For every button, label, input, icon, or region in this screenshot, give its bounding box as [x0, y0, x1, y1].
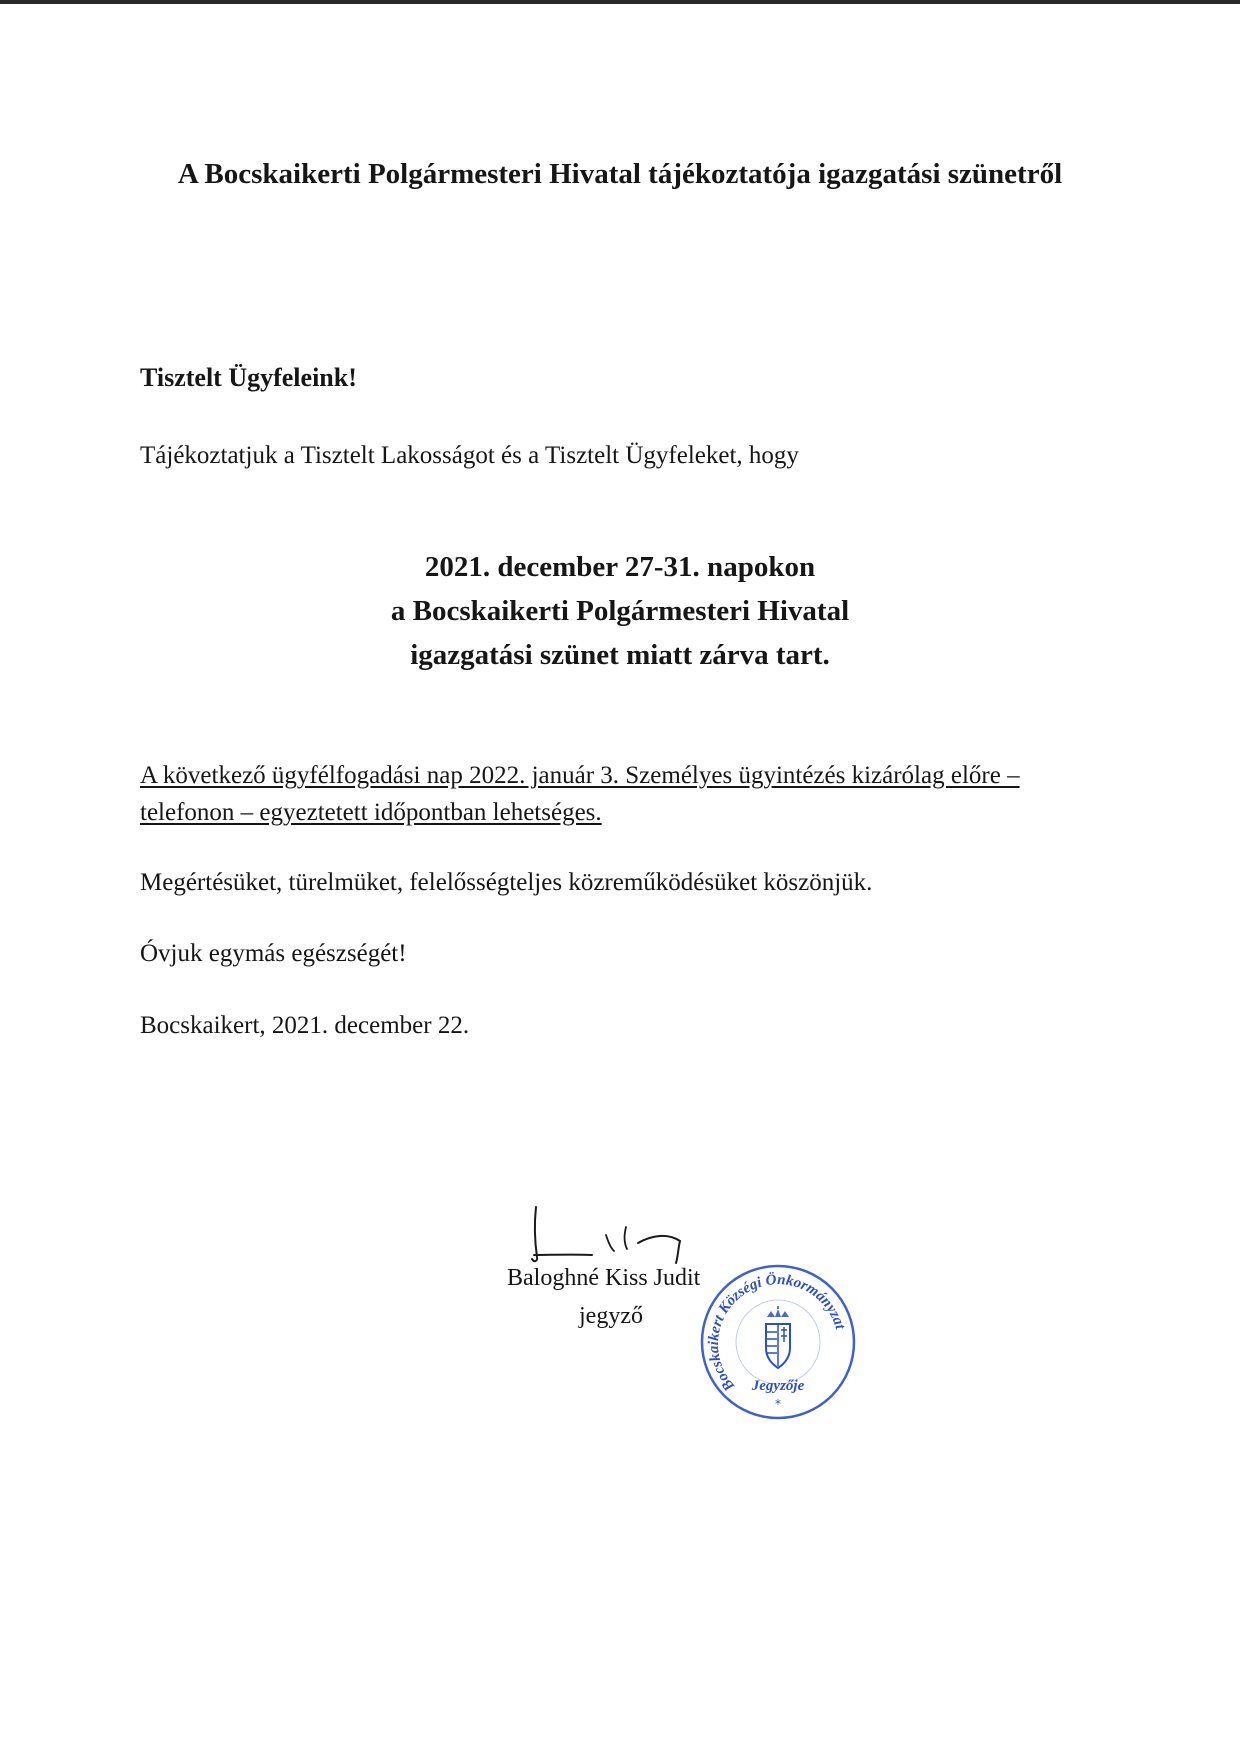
next-reception-day-notice: A következő ügyfélfogadási nap 2022. január 3. Személyes ügyintézés kizárólag előre – telefonon – egyeztetett időpontban lehetséges. [140, 762, 1020, 826]
stamp-graphic [702, 1266, 854, 1418]
stamp-star-icon: * [775, 1397, 781, 1411]
closure-announcement [250, 545, 990, 677]
place-and-date: Bocskaikert, 2021. december 22. [140, 1012, 470, 1039]
closure-dates: 2021. december 27-31. napokon [424, 551, 816, 583]
closure-reason: igazgatási szünet miatt zárva tart. [410, 639, 830, 671]
signer-name: Baloghné Kiss Judit [507, 1265, 701, 1291]
official-stamp [695, 1262, 860, 1422]
salutation: Tisztelt Ügyfeleink! [140, 363, 357, 392]
scan-top-edge [0, 0, 1240, 4]
stamp-ring-text: Bocskaikert Községi Önkormányzat [705, 1271, 848, 1394]
signer-title: jegyző [579, 1303, 643, 1329]
closure-office: a Bocskaikerti Polgármesteri Hivatal [390, 595, 850, 627]
document-title: A Bocskaikerti Polgármesteri Hivatal tájékoztatója igazgatási szünetről [177, 158, 1063, 190]
intro-paragraph: Tájékoztatjuk a Tisztelt Lakosságot és a Tisztelt Ügyfeleket, hogy [140, 442, 799, 469]
stamp-center-text: Jegyzője [751, 1378, 805, 1394]
thanks-paragraph: Megértésüket, türelmüket, felelősségteljes közreműködésüket köszönjük. [140, 869, 873, 896]
coat-of-arms-icon [766, 1306, 790, 1368]
care-paragraph: Óvjuk egymás egészségét! [140, 940, 407, 967]
